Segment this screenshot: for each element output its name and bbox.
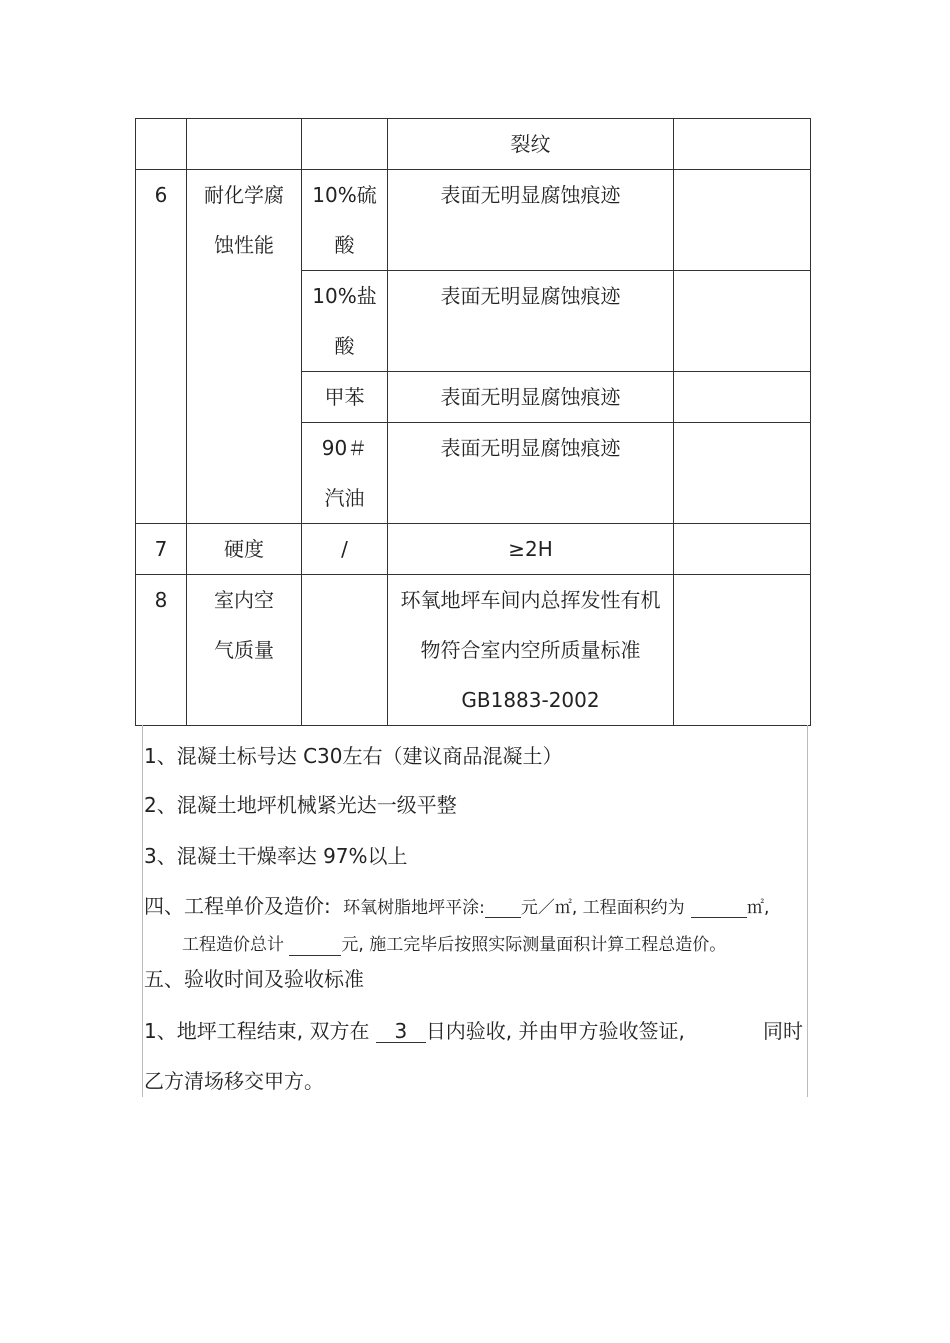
row-requirement: 环氧地坪车间内总挥发性有机物符合室内空所质量标准 GB1883-2002	[388, 575, 674, 726]
row-item: 耐化学腐蚀性能	[187, 170, 302, 524]
row-item	[187, 119, 302, 170]
price-text: 元, 施工完毕后按照实际测量面积计算工程总造价。	[341, 935, 727, 955]
spec-table	[135, 118, 811, 726]
row-note	[674, 423, 811, 524]
row-no: 7	[136, 524, 187, 575]
row-requirement: 裂纹	[388, 119, 674, 170]
row-note	[674, 524, 811, 575]
row-note	[674, 372, 811, 423]
row-condition: 10%硫酸	[302, 170, 388, 271]
acceptance-heading: 五、验收时间及验收标准	[144, 967, 364, 991]
margin-line-right	[807, 725, 808, 1097]
row-condition: 甲苯	[302, 372, 388, 423]
price-text: 元／㎡, 工程面积约为	[520, 898, 685, 918]
row-condition: /	[302, 524, 388, 575]
requirement-item-3: 3、混凝土干燥率达 97%以上	[144, 844, 408, 868]
table-row	[136, 119, 811, 170]
acceptance-days: 3	[376, 1020, 426, 1043]
price-section-line-2	[182, 930, 726, 956]
total-cost-blank	[289, 936, 341, 956]
price-text: ㎡,	[747, 898, 770, 918]
row-condition	[302, 119, 388, 170]
row-condition	[302, 575, 388, 726]
row-requirement: 表面无明显腐蚀痕迹	[388, 423, 674, 524]
row-item: 室内空气质量	[187, 575, 302, 726]
row-condition: 90＃汽油	[302, 423, 388, 524]
row-note	[674, 170, 811, 271]
acceptance-item-1-line-2: 乙方清场移交甲方。	[144, 1069, 324, 1093]
standard-code: GB1883-2002	[461, 688, 600, 712]
row-note	[674, 575, 811, 726]
table-row	[136, 575, 811, 726]
requirement-item-1: 1、混凝土标号达 C30左右（建议商品混凝土）	[144, 744, 563, 768]
row-requirement: 表面无明显腐蚀痕迹	[388, 271, 674, 372]
table-row	[136, 170, 811, 271]
row-no: 6	[136, 170, 187, 524]
table-row	[136, 524, 811, 575]
row-item: 硬度	[187, 524, 302, 575]
requirement-item-2: 2、混凝土地坪机械紧光达一级平整	[144, 793, 457, 817]
row-no	[136, 119, 187, 170]
row-note	[674, 119, 811, 170]
row-note	[674, 271, 811, 372]
acceptance-item-1-end: 同时	[763, 1019, 803, 1043]
row-no: 8	[136, 575, 187, 726]
area-blank	[691, 895, 747, 918]
section-heading: 四、工程单价及造价:	[144, 894, 331, 918]
row-requirement: ≥2H	[388, 524, 674, 575]
row-requirement: 表面无明显腐蚀痕迹	[388, 170, 674, 271]
price-text: 工程造价总计	[182, 935, 284, 955]
price-section	[144, 890, 769, 919]
unit-price-blank	[485, 895, 521, 918]
price-text: 环氧树脂地坪平涂:	[343, 898, 485, 918]
margin-line-left	[142, 725, 143, 1097]
row-condition: 10%盐酸	[302, 271, 388, 372]
acceptance-item-1: 1、地坪工程结束, 双方在 3 日内验收, 并由甲方验收签证,	[144, 1019, 685, 1043]
row-requirement: 表面无明显腐蚀痕迹	[388, 372, 674, 423]
